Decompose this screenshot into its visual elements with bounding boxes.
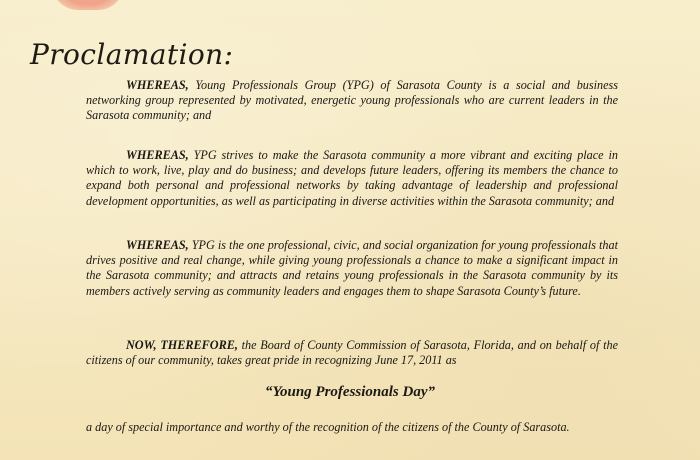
whereas-paragraph-3 xyxy=(86,238,618,299)
seal-graphic xyxy=(52,0,124,10)
paragraph-text: Young Professionals Group (YPG) of Sarasota County is a social and business networking group represented by motivated, energetic young professionals who are current leaders in the Sarasota community; and xyxy=(86,78,618,123)
whereas-paragraph-2 xyxy=(86,148,618,209)
paragraph-text: YPG is the one professional, civic, and social organization for young professionals that drives positive and real change, while giving young professionals a chance to make a significant impact in the Sarasota community; and attracts and retains young professionals in the Sarasota community by its members actively serving as community leaders and engages them to shape Sarasota County’s future. xyxy=(86,238,618,298)
therefore-paragraph xyxy=(86,338,618,368)
paragraph-text: YPG strives to make the Sarasota community a more vibrant and exciting place in which to work, live, play and do business; and develops future leaders, offering its members the chance to expand both personal and professional networks by taking advantage of leadership and professional development opportunities, as well as participating in diverse activities within the Sarasota community; and xyxy=(86,148,618,208)
day-name-heading: “Young Professionals Day” xyxy=(264,384,436,400)
paragraph-keyword: WHEREAS, xyxy=(126,148,189,162)
paragraph-keyword: WHEREAS, xyxy=(126,238,189,252)
document-title: Proclamation: xyxy=(30,38,234,71)
paragraph-keyword: WHEREAS, xyxy=(126,78,189,92)
paragraph-text: the Board of County Commission of Sarasota, Florida, and on behalf of the citizens of our community, takes great pride in recognizing June 17, 2011 as xyxy=(86,338,618,368)
paragraph-keyword: NOW, THEREFORE, xyxy=(126,338,238,352)
whereas-paragraph-1 xyxy=(86,78,618,124)
closing-line: a day of special importance and worthy of the recognition of the citizens of the County of Sarasota. xyxy=(86,420,570,434)
